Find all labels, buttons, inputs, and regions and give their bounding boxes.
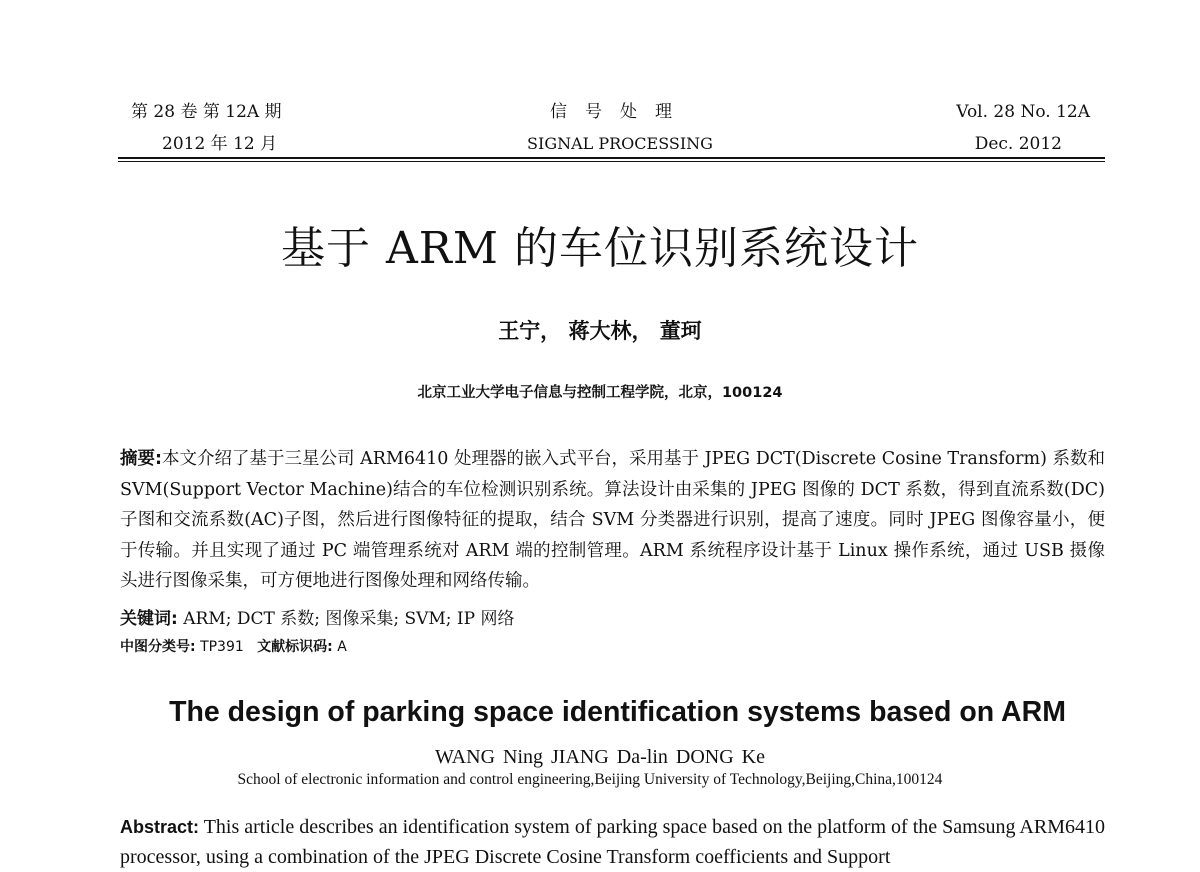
- abstract-cn: [120, 444, 1105, 597]
- authors-en: WANG Ning JIANG Da-lin DONG Ke: [435, 746, 765, 768]
- doc-code-value: A: [337, 639, 347, 655]
- volume-issue-cn: 第 28 卷 第 12A 期: [131, 102, 282, 122]
- paper-title-cn: 基于 ARM 的车位识别系统设计: [281, 223, 919, 274]
- doc-code-label: 文献标识码:: [257, 639, 333, 655]
- abstract-cn-text: 本文介绍了基于三星公司 ARM6410 处理器的嵌入式平台，采用基于 JPEG DCT(Discrete Cosine Transform) 系数和 SVM(Support Vector Machine)结合的车位检测识别系统。算法设计由采集的 JPEG 图像的 DCT 系数，得到直流系数(DC)子图和交流系数(AC)子图，然后进行图像特征的提取，结合 SVM 分类器进行识别，提高了速度。同时 JPEG 图像容量小，便于传输。并且实现了通过 PC 端管理系统对 ARM 端的控制管理。ARM 系统程序设计基于 Linux 操作系统，通过 USB 摄像头进行图像采集，可方便地进行图像处理和网络传输。: [120, 449, 1105, 591]
- abstract-cn-label: 摘要:: [120, 449, 163, 469]
- date-cn: 2012 年 12 月: [162, 134, 278, 154]
- date-en: Dec. 2012: [974, 134, 1062, 154]
- volume-issue-en: Vol. 28 No. 12A: [956, 102, 1090, 122]
- header-rule-thin: [118, 161, 1105, 162]
- abstract-en-label: Abstract:: [120, 817, 200, 837]
- clc-value: TP391: [200, 639, 244, 655]
- paper-title-en: The design of parking space identification systems based on ARM: [169, 696, 1066, 728]
- affiliation-cn: 北京工业大学电子信息与控制工程学院，北京，100124: [417, 385, 783, 401]
- journal-name-cn: 信号处理: [550, 102, 690, 122]
- affiliation-en: School of electronic information and control engineering,Beijing University of Technology,Beijing,China,100124: [237, 771, 943, 788]
- classification-line: [120, 636, 347, 656]
- keywords-cn: [120, 604, 515, 629]
- journal-name-en: SIGNAL PROCESSING: [527, 134, 713, 153]
- keywords-cn-text: ARM; DCT 系数; 图像采集; SVM; IP 网络: [183, 609, 515, 629]
- clc-label: 中图分类号:: [120, 639, 196, 655]
- abstract-en: [120, 812, 1105, 872]
- authors-cn: 王宁， 蒋大林， 董珂: [498, 319, 702, 343]
- header-rule-thick: [118, 157, 1105, 159]
- abstract-en-text: This article describes an identification system of parking space based on the platform of the Samsung ARM6410 processor, using a combination of the JPEG Discrete Cosine Transform coefficients and Support: [120, 816, 1105, 868]
- keywords-cn-label: 关键词:: [120, 609, 178, 629]
